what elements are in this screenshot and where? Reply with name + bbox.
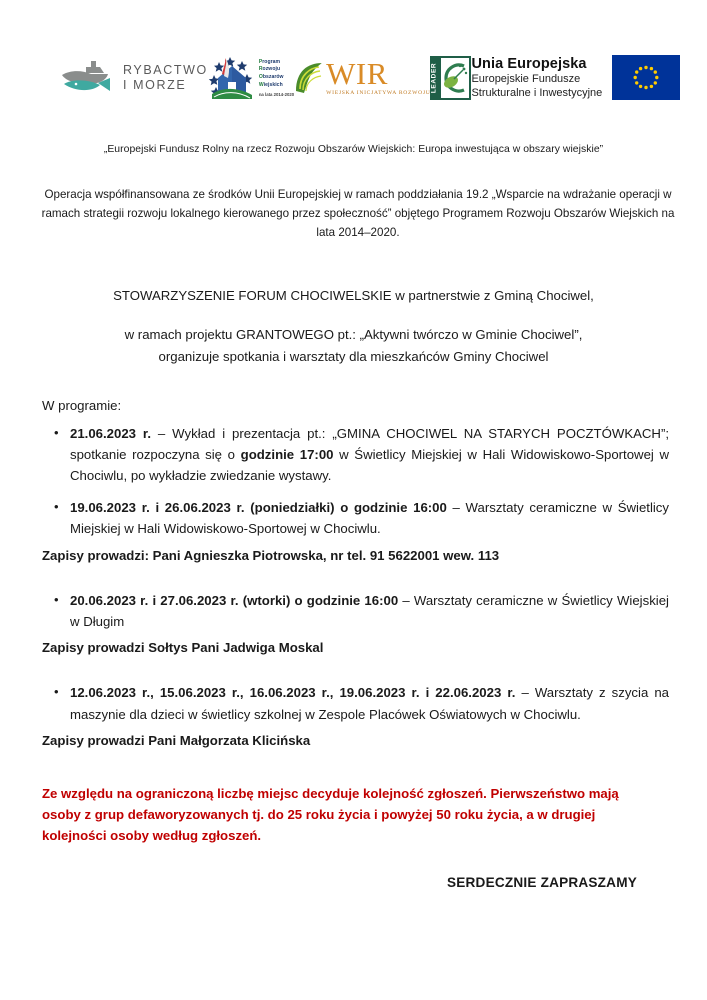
item-text-a: – Warsztaty ceramiczne w Świetlicy Miejskiej w Hali Widowiskowo-Sportowej w Chociwlu. xyxy=(70,499,669,537)
fishing-boat-icon xyxy=(60,57,118,99)
program-list xyxy=(38,423,669,540)
item-text-a: – Warsztaty z szycia na maszynie dla dzieci w świetlicy szkolnej w Zespole Placówek Oświatowych w Chociwlu. xyxy=(70,685,669,722)
logo-unia-europejska xyxy=(471,55,680,101)
registrar-agnieszka-piotrowska: Zapisy prowadzi: Pani Agnieszka Piotrowska, nr tel. 91 5622001 wew. 113 xyxy=(42,547,500,563)
organizer-line-2: w ramach projektu GRANTOWEGO pt.: „Aktywni twórczo w Gminie Chociwel”, xyxy=(124,326,583,342)
prow-t4: Wiejskich xyxy=(258,81,283,88)
list-item xyxy=(38,590,669,633)
logo-wir xyxy=(294,56,431,96)
item-date: 12.06.2023 r., 15.06.2023 r., 16.06.2023 r., 19.06.2023 r. i 22.06.2023 r. xyxy=(70,685,516,701)
program-list-2 xyxy=(38,590,669,633)
prow-t1: Program xyxy=(258,58,281,65)
item-text-b: w Świetlicy Miejskiej w Hali Widowiskowo-Sportowej w Chociwlu, po wykładzie zwiedzanie wystawy. xyxy=(70,447,669,484)
ue-sub2: Strukturalne i Inwestycyjne xyxy=(471,87,603,100)
rybactwo-line2: I MORZE xyxy=(123,78,187,92)
list-item xyxy=(38,682,669,725)
invitation-text: SERDECZNIE ZAPRASZAMY xyxy=(447,874,637,890)
organizer-line-1: STOWARZYSZENIE FORUM CHOCIWELSKIE w partnerstwie z Gminą Chociwel, xyxy=(113,288,594,304)
priority-notice xyxy=(42,784,672,847)
spacer xyxy=(38,655,669,672)
list-item xyxy=(38,497,669,540)
rybactwo-line1: RYBACTWO xyxy=(123,63,208,78)
registrar-jadwiga-moskal: Zapisy prowadzi Sołtys Pani Jadwiga Moskal xyxy=(42,640,324,656)
prow-t3: Obszarów xyxy=(258,74,284,80)
ue-sub1: Europejskie Fundusze xyxy=(471,73,581,86)
notice-line-2: osoby z grup defaworyzowanych tj. do 25 roku życia i powyżej 50 roku życia, a w drugiej xyxy=(42,806,596,822)
spacer xyxy=(38,563,669,580)
leader-emblem-icon xyxy=(430,56,471,100)
item-date: 21.06.2023 r. xyxy=(70,425,151,441)
eu-motto-line: „Europejski Fundusz Rolny na rzecz Rozwoju Obszarów Wiejskich: Europa inwestująca w obszary wiejskie” xyxy=(103,144,604,155)
item-date: 20.06.2023 r. i 27.06.2023 r. (wtorki) o godzinie 16:00 xyxy=(70,592,399,608)
organizer-block xyxy=(38,286,669,367)
prow-logo-text xyxy=(259,59,294,98)
prow-t2: Rozwoju xyxy=(258,66,281,73)
organizer-line-3: organizuje spotkania i warsztaty dla mieszkańców Gminy Chociwel xyxy=(158,349,549,365)
item-text-a: – Wykład i prezentacja pt.: „GMINA CHOCIWEL NA STARYCH POCZTÓWKACH”; spotkanie rozpoczyna się o xyxy=(70,425,670,463)
wir-subtitle: WIEJSKA INICJATYWA ROZWOJU xyxy=(326,89,431,96)
notice-line-1: Ze względu na ograniczoną liczbę miejsc decyduje kolejność zgłoszeń. Pierwszeństwo mają xyxy=(42,786,619,802)
notice-line-3: kolejności osoby według zgłoszeń. xyxy=(42,827,262,843)
wir-wordmark: WIR xyxy=(326,56,388,92)
logo-bar xyxy=(38,0,669,114)
logo-leader xyxy=(430,56,471,100)
program-label: W programie: xyxy=(42,397,122,413)
item-text-a: – Warsztaty ceramiczne w Świetlicy Wiejskiej w Długim xyxy=(70,592,669,629)
item-emph: godzinie 17:00 xyxy=(240,447,334,463)
item-date: 19.06.2023 r. i 26.06.2023 r. (poniedziałki) o godzinie 16:00 xyxy=(70,499,447,515)
ue-title: Unia Europejska xyxy=(471,56,587,72)
eu-flag-icon xyxy=(612,55,680,100)
rybactwo-logo-text xyxy=(123,63,208,93)
green-spiral-icon xyxy=(294,61,324,95)
prow-years: na lata 2014-2020 xyxy=(258,92,295,98)
logo-prow xyxy=(208,54,294,102)
list-item xyxy=(38,423,669,487)
program-list-3 xyxy=(38,682,669,725)
cofunding-paragraph: Operacja współfinansowana ze środków Unii Europejskiej w ramach poddziałania 19.2 „Wsparcie na wdrażanie operacji w ramach strategii rozwoju lokalnego kierowanego przez społeczność” objętego Programem Rozwoju Obszarów Wiejskich na lata 2014–2020. xyxy=(41,188,675,240)
svg-text:LEADER: LEADER xyxy=(430,62,438,94)
ue-logo-text xyxy=(471,55,602,101)
logo-rybactwo-i-morze xyxy=(60,57,208,99)
prow-emblem-icon xyxy=(208,54,256,102)
registrar-malgorzata-klicinska: Zapisy prowadzi Pani Małgorzata Klicińska xyxy=(42,733,311,749)
